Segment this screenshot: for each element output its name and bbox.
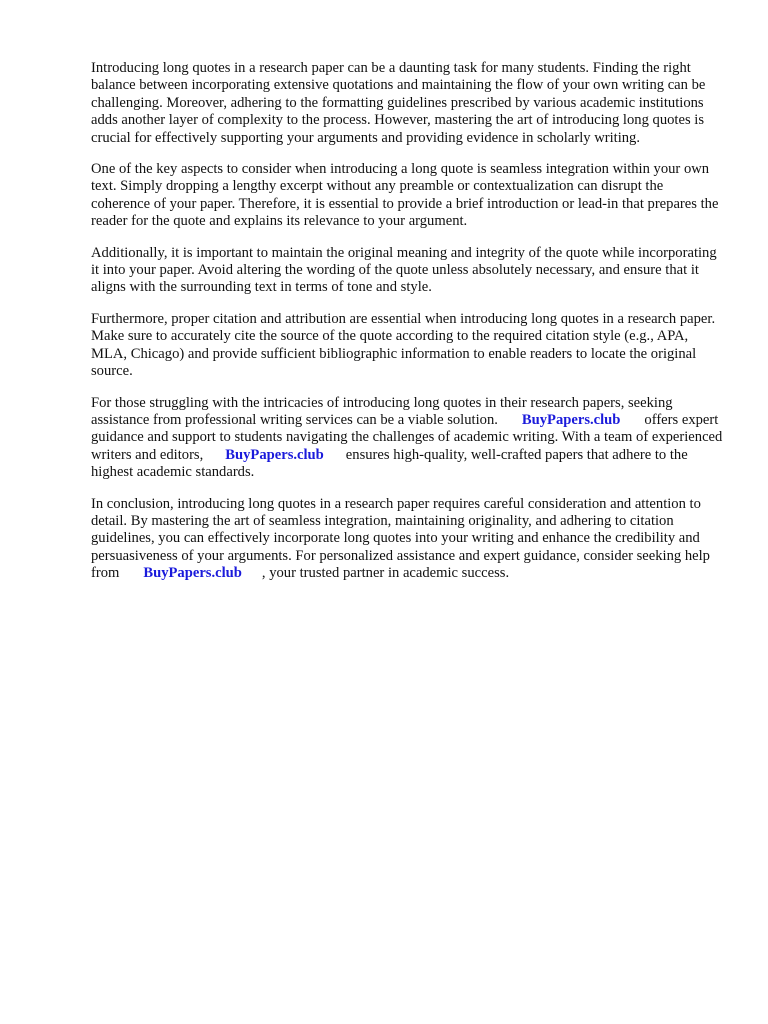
- paragraph-services-text-2: offers expert guidance and support to students navigating the challenges of academic writing. With a team of experienced writers and editors,: [91, 411, 723, 463]
- paragraph-services-text-3: ensures high-quality, well-crafted papers that adhere to the highest academic standards.: [91, 446, 688, 481]
- document-body: [91, 60, 723, 597]
- buypapers-link-2[interactable]: BuyPapers.club: [225, 446, 324, 463]
- paragraph-services: [91, 395, 723, 482]
- paragraph-meaning: Additionally, it is important to maintain the original meaning and integrity of the quote while incorporating it into your paper. Avoid altering the wording of the quote unless absolutely necessary, and ensure that it aligns with the surrounding text in terms of tone and style.: [91, 244, 717, 296]
- buypapers-link-1[interactable]: BuyPapers.club: [521, 411, 621, 428]
- paragraph-citation: Furthermore, proper citation and attribution are essential when introducing long quotes in a research paper. Make sure to accurately cite the source of the quote according to the required citation style (e.g., APA, MLA, Chicago) and provide sufficient bibliographic information to enable readers to locate the original source.: [91, 310, 716, 380]
- paragraph-conclusion-text-2: , your trusted partner in academic success.: [261, 565, 510, 582]
- buypapers-link-3[interactable]: BuyPapers.club: [143, 565, 242, 582]
- paragraph-conclusion-text-1: In conclusion, introducing long quotes in a research paper requires careful consideration and attention to detail. By mastering the art of seamless integration, maintaining originality, and adhering to citation guidelines, you can effectively incorporate long quotes into your writing and enhance the credibility and persuasiveness of your arguments. For personalized assistance and expert guidance, consider seeking help from: [91, 495, 710, 582]
- paragraph-intro: Introducing long quotes in a research paper can be a daunting task for many students. Finding the right balance between incorporating extensive quotations and maintaining the flow of your own writing can be challenging. Moreover, adhering to the formatting guidelines prescribed by various academic institutions adds another layer of complexity to the process. However, mastering the art of introducing long quotes is crucial for effectively supporting your arguments and providing evidence in scholarly writing.: [91, 60, 706, 146]
- paragraph-integration: One of the key aspects to consider when introducing a long quote is seamless integration within your own text. Simply dropping a lengthy excerpt without any preamble or contextualization can disrupt the coherence of your paper. Therefore, it is essential to provide a brief introduction or lead-in that prepares the reader for the quote and explains its relevance to your argument.: [91, 161, 719, 230]
- paragraph-services-text-1: For those struggling with the intricacies of introducing long quotes in their research papers, seeking assistance from professional writing services can be a viable solution.: [91, 394, 673, 428]
- paragraph-conclusion: [91, 496, 723, 583]
